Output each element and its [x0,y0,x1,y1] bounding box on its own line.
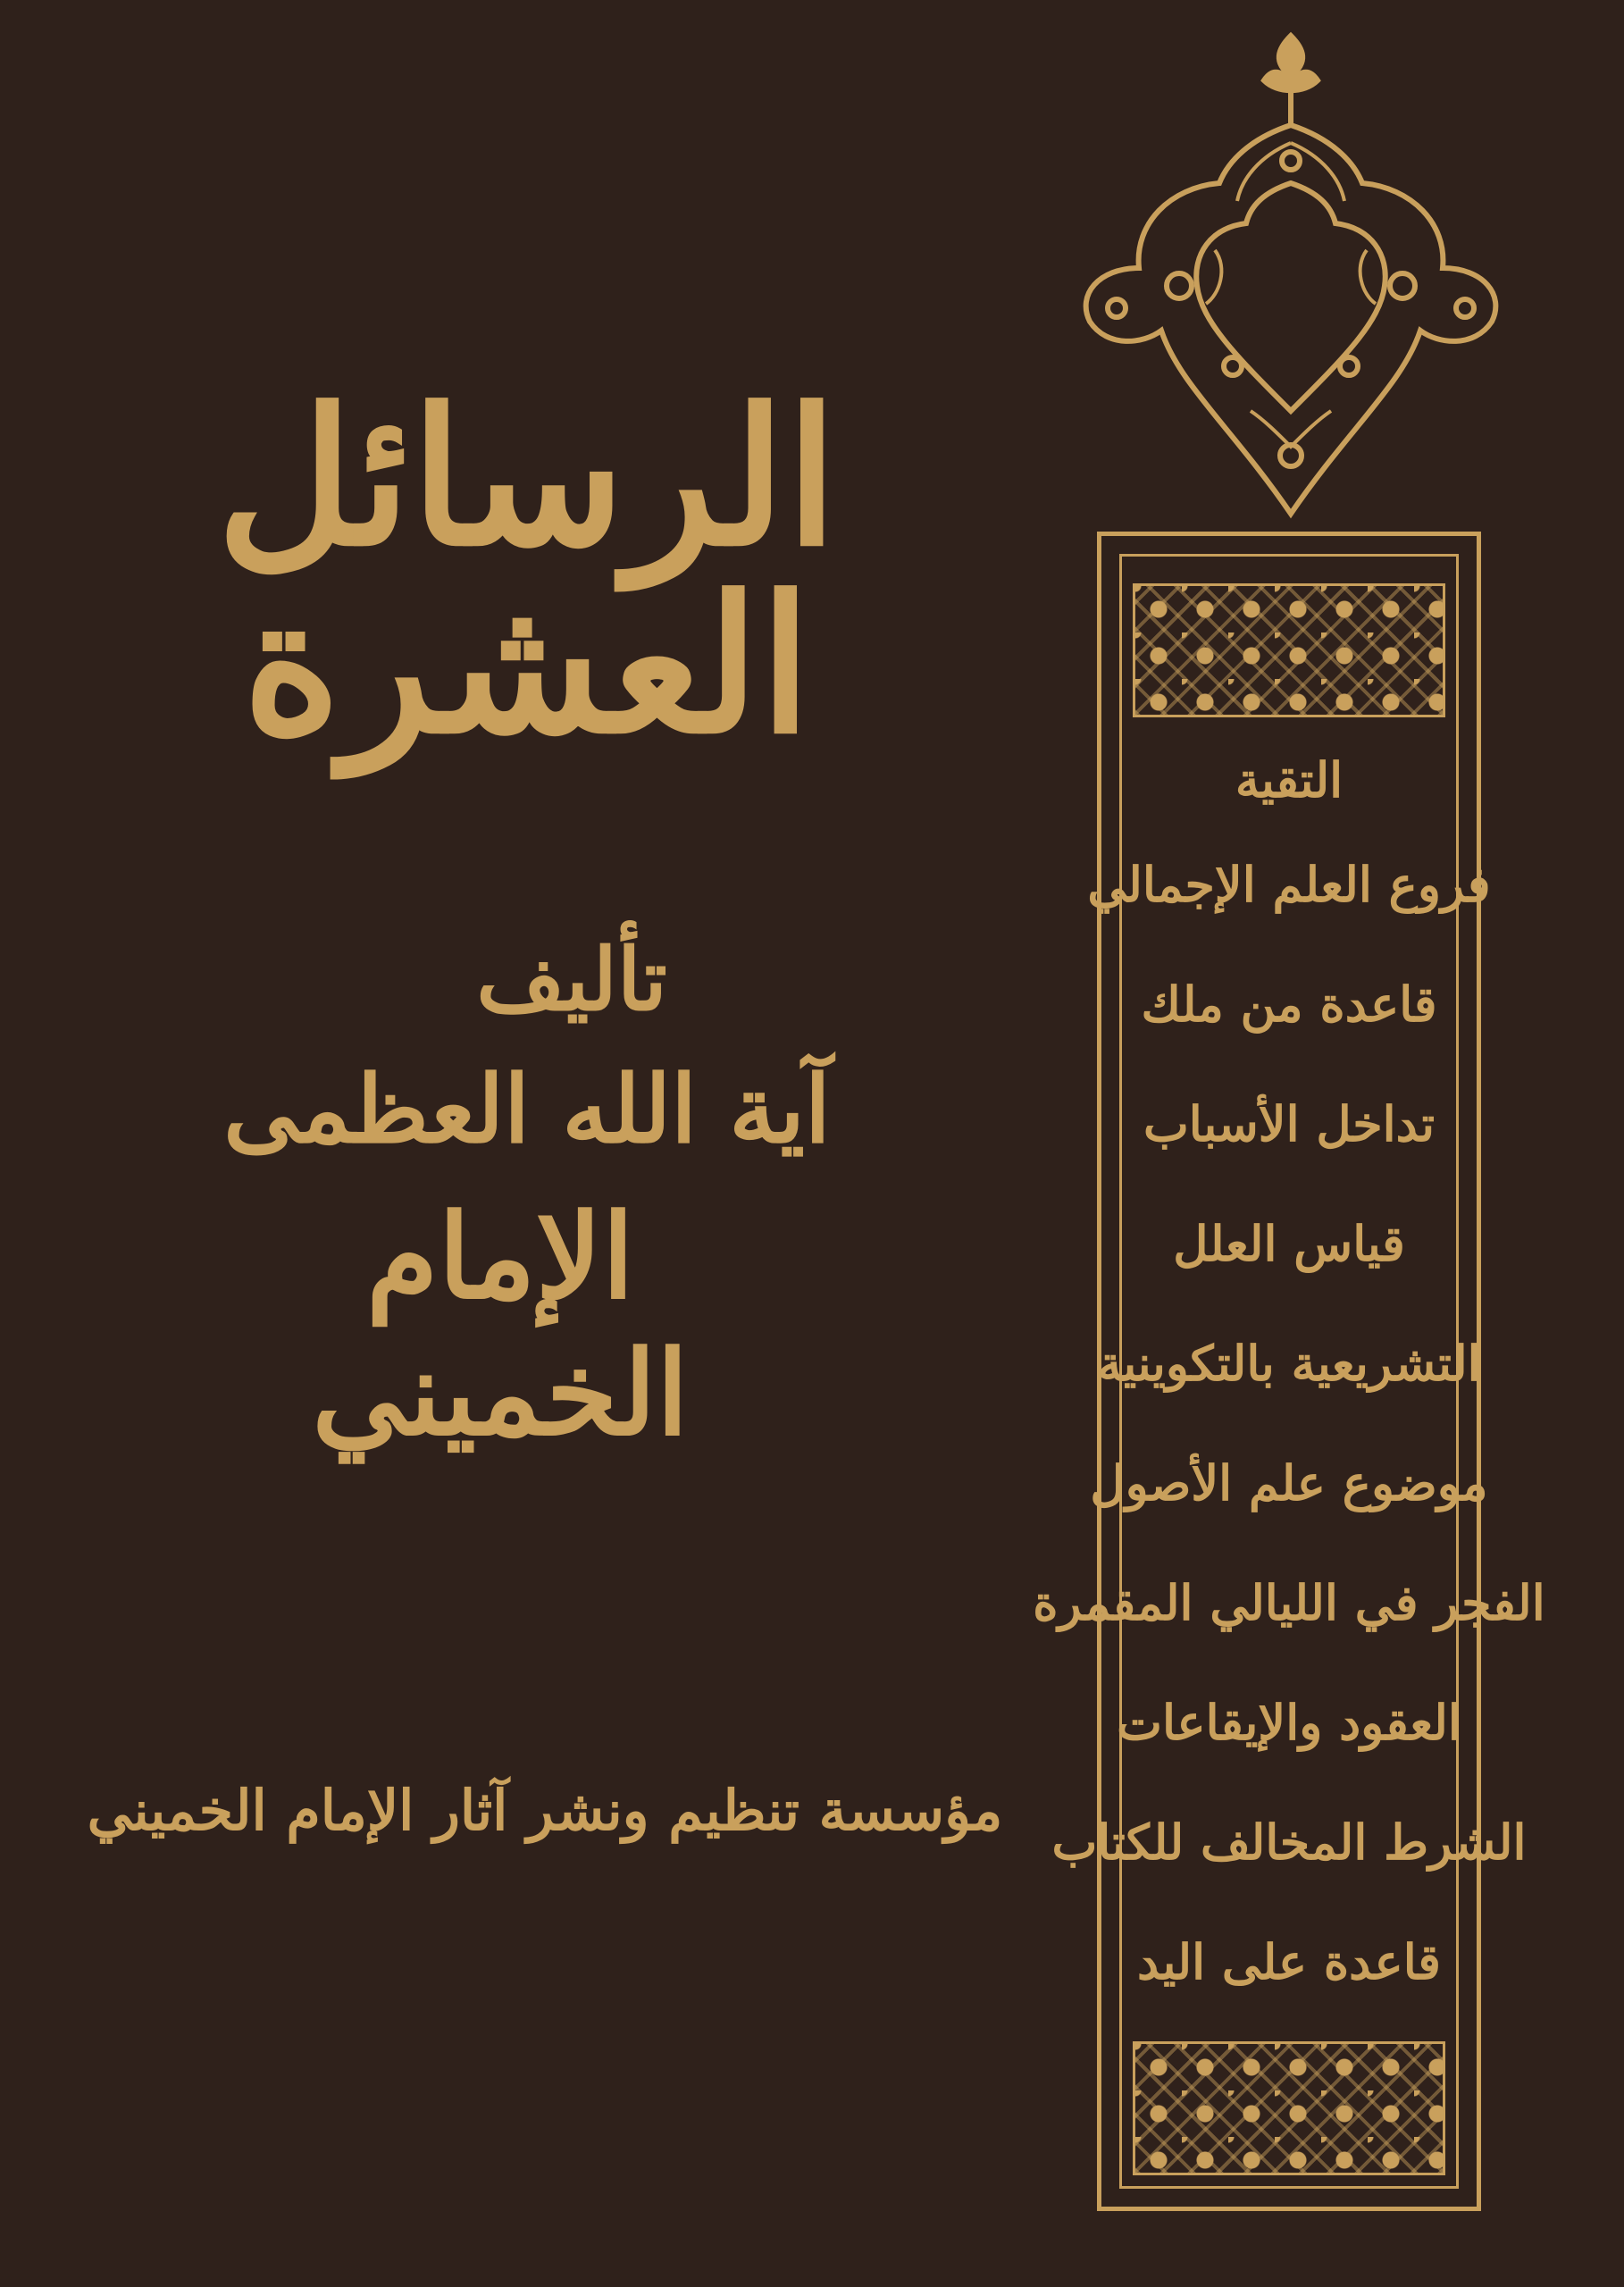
contents-item: قاعدة من ملك [1141,976,1437,1033]
contents-item: قياس العلل [1173,1215,1405,1272]
contents-inner-border [1033,554,1545,2189]
arabesque-band-top [1133,583,1445,717]
contents-item: تداخل الأسباب [1143,1095,1436,1152]
contents-column [1033,532,1545,2211]
contents-item: قاعدة على اليد [1137,1933,1441,1990]
book-title: الرسائل العشرة [216,367,838,775]
contents-item: التشريعية بالتكوينية [1097,1335,1481,1392]
contents-list [1033,735,1545,2022]
arabesque-band-bottom [1133,2041,1445,2175]
author-title: آية الله العظمى [223,1054,831,1164]
contents-item: الفجر في الليالي المقمرة [1033,1574,1545,1631]
contents-item: العقود والإيقاعات [1117,1694,1461,1751]
contents-item: موضوع علم الأصول [1090,1454,1488,1512]
author-label: تأليف [476,929,667,1030]
contents-item: فروع العلم الإجمالي [1087,856,1491,913]
author-name: الإمام الخميني [312,1188,689,1462]
publisher-name: مؤسسة تنظيم ونشر آثار الإمام الخميني [87,1778,1003,1843]
contents-item: التقية [1235,751,1344,808]
contents-item: الشرط المخالف للكتاب [1051,1814,1527,1871]
arch-ornament-icon [1036,27,1545,545]
